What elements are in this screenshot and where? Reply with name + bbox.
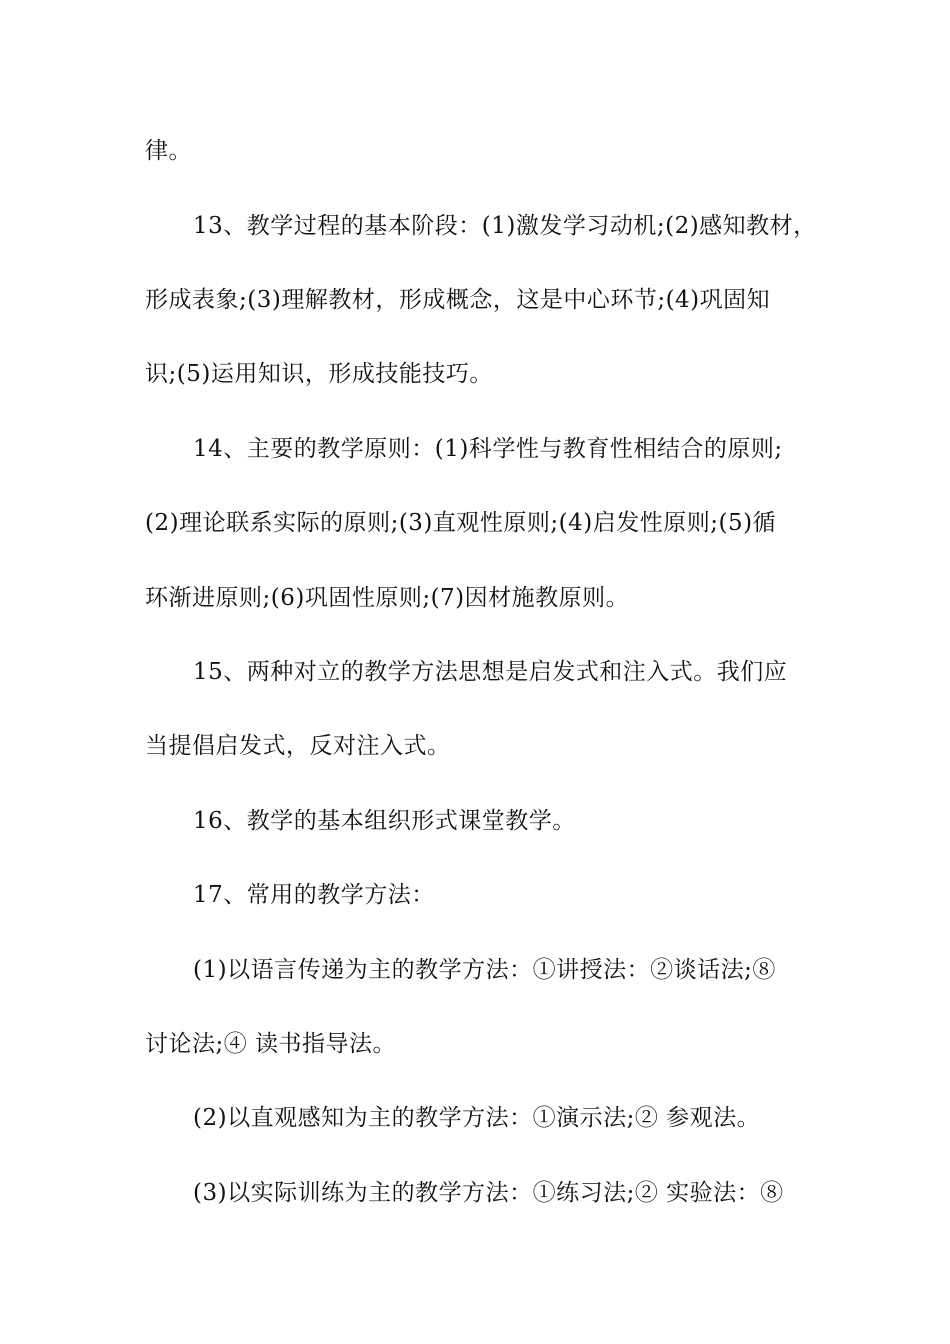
text-line-7: 环渐进原则;(6)巩固性原则;(7)因材施教原则。 bbox=[145, 585, 630, 611]
text-line-10: 16、教学的基本组织形式课堂教学。 bbox=[193, 808, 576, 834]
text-line-5: 14、主要的教学原则：(1)科学性与教育性相结合的原则; bbox=[193, 436, 783, 462]
text-line-12: (1)以语言传递为主的教学方法：①讲授法：②谈话法;⑧ bbox=[193, 957, 776, 983]
text-line-2: 13、教学过程的基本阶段：(1)激发学习动机;(2)感知教材， bbox=[193, 213, 817, 239]
text-line-14: (2)以直观感知为主的教学方法：①演示法;② 参观法。 bbox=[193, 1105, 761, 1131]
text-line-1: 律。 bbox=[145, 138, 192, 164]
text-line-6: (2)理论联系实际的原则;(3)直观性原则;(4)启发性原则;(5)循 bbox=[145, 510, 777, 536]
text-line-13: 讨论法;④ 读书指导法。 bbox=[145, 1031, 397, 1057]
text-line-11: 17、常用的教学方法： bbox=[193, 882, 435, 908]
text-line-4: 识;(5)运用知识，形成技能技巧。 bbox=[145, 361, 493, 387]
text-line-8: 15、两种对立的教学方法思想是启发式和注入式。我们应 bbox=[193, 659, 788, 685]
text-line-3: 形成表象;(3)理解教材，形成概念，这是中心环节;(4)巩固知 bbox=[145, 287, 771, 313]
text-line-9: 当提倡启发式，反对注入式。 bbox=[145, 733, 451, 759]
text-line-15: (3)以实际训练为主的教学方法：①练习法;② 实验法：⑧ bbox=[193, 1180, 784, 1206]
